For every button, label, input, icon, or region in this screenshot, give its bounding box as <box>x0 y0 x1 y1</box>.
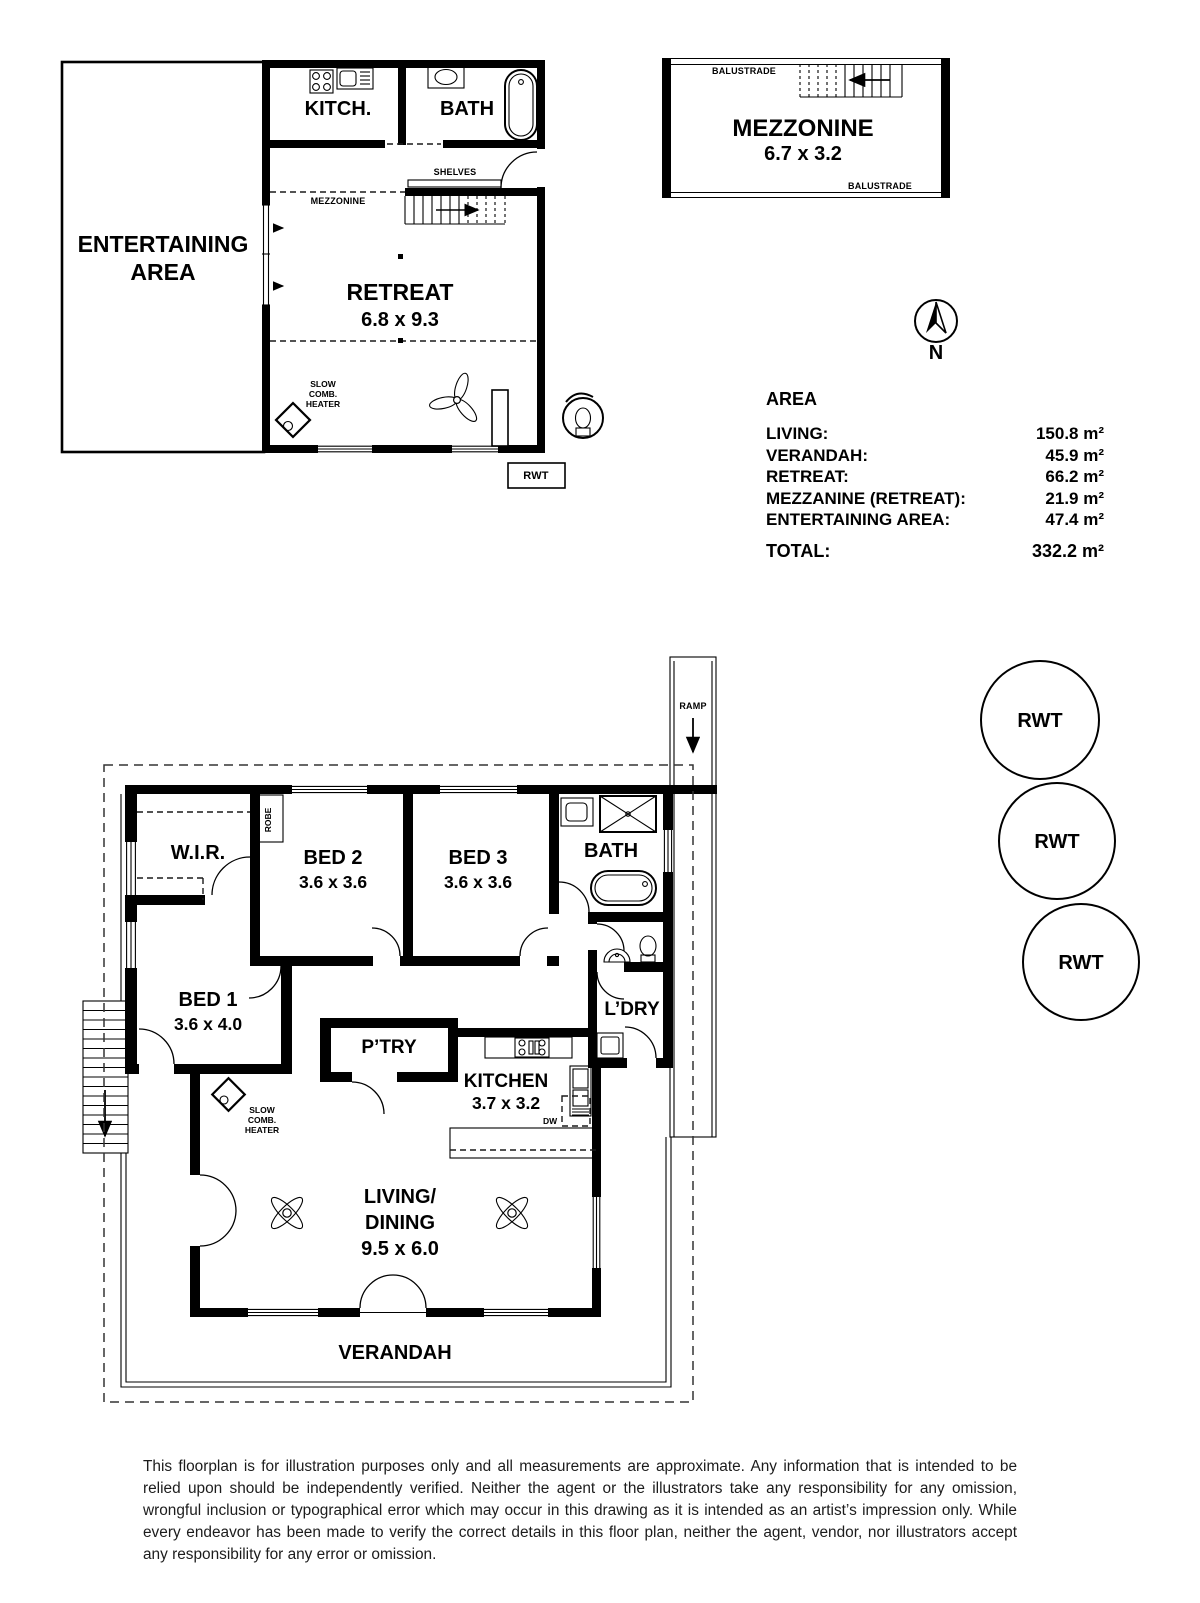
area-row-label: ENTERTAINING AREA: <box>766 510 951 530</box>
mezzanine-label: MEZZONINE <box>732 115 874 142</box>
bathtub-icon <box>505 70 537 140</box>
living-heater-label-3: HEATER <box>244 1125 280 1135</box>
shelves-label: SHELVES <box>433 167 477 177</box>
area-row-living <box>766 423 1104 445</box>
shelves-icon <box>408 180 501 187</box>
toilet-icon <box>640 936 656 962</box>
laundry-trough-icon <box>597 1033 623 1058</box>
bed2-dims: 3.6 x 3.6 <box>298 872 368 892</box>
mezzanine-plan <box>662 58 950 198</box>
bed1-label: BED 1 <box>178 989 238 1011</box>
retreat-dims: 6.8 x 9.3 <box>361 309 439 331</box>
main-plan <box>83 657 717 1387</box>
exterior-stairs-icon <box>83 1001 128 1153</box>
area-total-row <box>766 541 1104 562</box>
living-label-1: LIVING/ <box>363 1186 437 1208</box>
area-row-value: 150.8 m² <box>1035 424 1104 443</box>
compass-icon <box>915 300 957 364</box>
retreat-heater-label-1: SLOW <box>310 379 336 389</box>
area-row-mezzanine <box>766 488 1104 510</box>
area-row-value: 45.9 m² <box>1045 445 1104 465</box>
compass-north-label: N <box>928 342 944 364</box>
retreat-water-tank-icon <box>563 393 603 438</box>
bed3-label: BED 3 <box>448 847 508 869</box>
area-table-title: AREA <box>766 389 818 409</box>
area-table <box>766 389 1104 562</box>
living-label-2: DINING <box>365 1212 435 1234</box>
retreat-label: RETREAT <box>346 279 454 305</box>
nook-basin-icon <box>604 949 630 962</box>
dishwasher-label: DW <box>543 1116 558 1126</box>
entertaining-label-1: ENTERTAINING <box>77 231 249 257</box>
area-row-label: LIVING: <box>766 424 829 443</box>
stove-icon <box>310 70 333 93</box>
mezzanine-line-label: MEZZONINE <box>310 196 366 206</box>
bed3-dims: 3.6 x 3.6 <box>443 872 513 892</box>
balustrade-bottom-label: BALUSTRADE <box>848 181 912 191</box>
balustrade-top-label: BALUSTRADE <box>712 66 776 76</box>
rwt-box-label: RWT <box>523 470 549 482</box>
verandah-label: VERANDAH <box>338 1342 452 1364</box>
retreat-plan <box>62 60 603 488</box>
area-total-label: TOTAL: <box>766 540 831 561</box>
retreat-bath-label: BATH <box>439 98 495 120</box>
area-row-label: MEZZANINE (RETREAT): <box>766 488 966 508</box>
open-door-leaf <box>492 390 508 446</box>
sink-icon <box>337 68 373 89</box>
mezzanine-dims: 6.7 x 3.2 <box>764 143 842 165</box>
retreat-door-arc <box>501 152 537 188</box>
living-heater-label-2: COMB. <box>247 1115 277 1125</box>
living-fan-icon-1 <box>268 1194 307 1233</box>
area-row-retreat <box>766 466 1104 488</box>
area-total-value: 332.2 m² <box>1031 540 1104 561</box>
kitchen-label: KITCHEN <box>463 1071 549 1092</box>
living-heater-icon <box>212 1078 245 1111</box>
kitchen-divider-wall <box>398 60 406 145</box>
living-fan-icon-2 <box>493 1194 532 1233</box>
living-heater-label-1: SLOW <box>249 1105 275 1115</box>
area-row-value: 21.9 m² <box>1045 488 1104 508</box>
bed1-dims: 3.6 x 4.0 <box>173 1014 243 1034</box>
area-row-value: 47.4 m² <box>1045 510 1104 530</box>
area-row-label: RETREAT: <box>766 467 849 487</box>
area-row-value: 66.2 m² <box>1045 467 1104 487</box>
retreat-kitchen-label: KITCH. <box>304 98 372 120</box>
rwt-tank-2-label: RWT <box>1034 831 1080 853</box>
kitchen-dims: 3.7 x 3.2 <box>471 1093 541 1113</box>
retreat-left-windows <box>262 205 283 305</box>
entertaining-area-outline <box>62 62 264 452</box>
rwt-tank-1-label: RWT <box>1017 710 1063 732</box>
living-dims: 9.5 x 6.0 <box>361 1238 439 1260</box>
main-bath-label: BATH <box>583 840 639 862</box>
mezzanine-stairs-icon <box>800 64 902 97</box>
ceiling-fan-icon <box>428 372 479 425</box>
ramp-label: RAMP <box>679 701 707 711</box>
wir-label: W.I.R. <box>170 842 226 864</box>
basin-icon <box>428 66 464 88</box>
water-tanks <box>981 661 1139 1020</box>
rwt-tank-3-label: RWT <box>1058 952 1104 974</box>
area-row-label: VERANDAH: <box>766 445 868 465</box>
robe-label: ROBE <box>263 807 273 833</box>
retreat-heater-label-2: COMB. <box>308 389 338 399</box>
area-row-verandah <box>766 445 1104 467</box>
pantry-label: P’TRY <box>361 1037 417 1058</box>
laundry-label: L’DRY <box>604 999 660 1020</box>
retreat-stairs-icon <box>405 196 505 224</box>
mezzanine-edge-wall <box>405 188 545 196</box>
bed2-label: BED 2 <box>303 847 363 869</box>
entertaining-label-2: AREA <box>130 259 196 285</box>
area-row-entertaining <box>766 509 1104 531</box>
retreat-heater-label-3: HEATER <box>305 399 341 409</box>
disclaimer-text: This floorplan is for illustration purposes only and all measurements are approximate. Any information that is intended to be relied upon should be independently verified. Neither the agent or the illustrators take any responsibility for any omission, wrongful inclusion or typographical error which may occur in this drawing as it is intended as an artist’s impression only. While every endeavor has been made to verify the correct details in this floor plan, neither the agent, vendor, nor illustrators accept any responsibility for any error or omission. <box>143 1458 1017 1563</box>
